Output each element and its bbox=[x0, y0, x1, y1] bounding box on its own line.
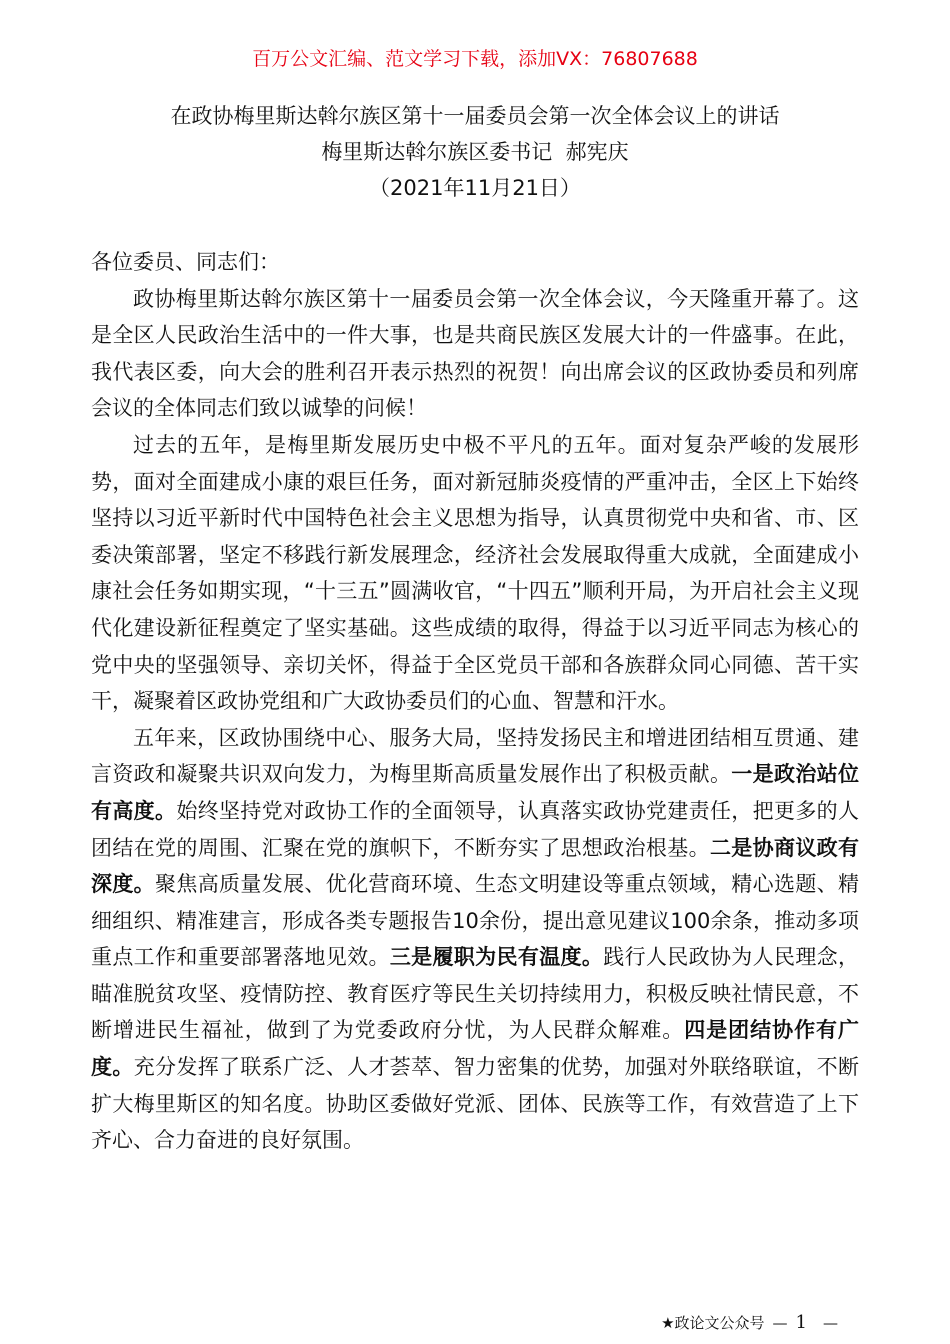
point-2-heading: 二是协商议政有深度。 bbox=[91, 835, 860, 897]
footer-dash-right: — bbox=[823, 1314, 838, 1332]
point-3-heading: 三是履职为民有温度。 bbox=[389, 945, 604, 970]
paragraph-achievements: 过去的五年，是梅里斯发展历史中极不平凡的五年。面对复杂严峻的发展形势，面对全面建成小康的艰巨任务，面对新冠肺炎疫情的严重冲击，全区上下始终坚持以习近平新时代中国特色社会主义思想为指导，认真贯彻党中央和省、市、区委决策部署，坚定不移践行新发展理念，经济社会发展取得重大成就，全面建成小康社会任务如期实现，“十三五”圆满收官，“十四五”顺利开局，为开启社会主义现代化建设新征程奠定了坚实基础。这些成绩的取得，得益于以习近平同志为核心的党中央的坚强领导、亲切关怀，得益于全区党员干部和各族群众同心同德、苦干实干，凝聚着区政协党组和广大政协委员们的心血、智慧和汗水。 bbox=[91, 432, 859, 714]
footer-dash-left: — bbox=[772, 1314, 788, 1332]
header-banner: 百万公文汇编、范文学习下载，添加VX：76807688 bbox=[252, 48, 698, 70]
footer-source: ★政论文公众号 bbox=[661, 1314, 765, 1332]
paragraph-opening: 政协梅里斯达斡尔族区第十一届委员会第一次全体会议，今天隆重开幕了。这是全区人民政治生活中的一件大事，也是共商民族区发展大计的一件盛事。在此，我代表区委，向大会的胜利召开表示热烈的祝贺！向出席会议的区政协委员和列席会议的全体同志们致以诚挚的问候！ bbox=[91, 286, 859, 421]
point-2-text: 聚焦高质量发展、优化营商环境、生态文明建设等重点领域，精心选题、精细组织、精准建言，形成各类专题报告10余份，提出意见建议100余条，推动多项重点工作和重要部署落地见效。 bbox=[91, 872, 859, 970]
salutation: 各位委员、同志们： bbox=[91, 250, 280, 274]
point-3-text: 践行人民政协为人民理念，瞄准脱贫攻坚、疫情防控、教育医疗等民生关切持续用力，积极反映社情民意，不断增进民生福祉，做到了为党委政府分忧，为人民群众解难。 bbox=[91, 945, 860, 1043]
document-body bbox=[91, 244, 859, 1159]
author-line: 梅里斯达斡尔族区委书记 郝宪庆 bbox=[321, 140, 629, 164]
paragraph-cppcc-work bbox=[91, 720, 859, 1159]
document-title: 在政协梅里斯达斡尔族区第十一届委员会第一次全体会议上的讲话 bbox=[170, 104, 780, 128]
point-4-text: 充分发挥了联系广泛、人才荟萃、智力密集的优势，加强对外联络联谊，不断扩大梅里斯区的知名度。协助区委做好党派、团体、民族等工作，有效营造了上下齐心、合力奋进的良好氛围。 bbox=[91, 1055, 859, 1153]
page-footer bbox=[661, 1312, 838, 1334]
title-block bbox=[0, 98, 950, 206]
point-1-heading: 一是政治站位有高度。 bbox=[91, 762, 860, 823]
point-4-heading: 四是团结协作有广度。 bbox=[91, 1018, 860, 1080]
point-1-text: 始终坚持党对政协工作的全面领导，认真落实政协党建责任，把更多的人团结在党的周围、汇聚在党的旗帜下，不断夯实了思想政治根基。 bbox=[91, 798, 860, 860]
page-number: 1 bbox=[795, 1312, 807, 1333]
speech-date: （2021年11月21日） bbox=[369, 176, 581, 200]
cppcc-intro-text: 五年来，区政协围绕中心、服务大局，坚持发扬民主和增进团结相互贯通、建言资政和凝聚共识双向发力，为梅里斯高质量发展作出了积极贡献。 bbox=[91, 725, 859, 787]
